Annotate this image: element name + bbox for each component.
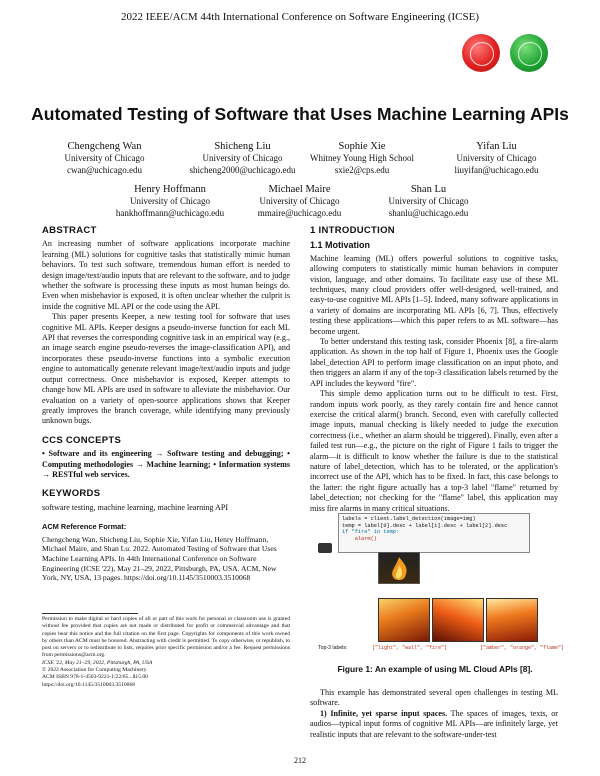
intro-paragraph: Machine learning (ML) offers powerful solutions to cognitive tasks, allowing computers to statistically mimic human behaviors in computer vision, language, and other domains. To facilitate easy use of these ML techniques, many cloud providers offer well-designed, well-trained, and easy-to-use cognitive ML APIs [1–5]. Indeed, many software applications in a variety of domains are incorporating ML APIs [6, 7]. Thus, effectively testing these applications—which this paper refers to as ML software—has become urgent. <box>310 253 558 336</box>
footnote-rule <box>42 613 138 614</box>
right-column <box>310 226 558 514</box>
author-name: Chengcheng Wan <box>67 141 142 152</box>
paper-title: Automated Testing of Software that Uses Machine Learning APIs <box>31 104 569 124</box>
code-line: alarm() <box>342 535 377 542</box>
author-block <box>366 183 491 219</box>
author-name: Shan Lu <box>410 184 447 195</box>
acm-ref-heading: ACM Reference Format: <box>42 522 127 532</box>
author-email: liuyifan@uchicago.edu <box>454 164 539 175</box>
alarm-flame-icon <box>378 552 420 584</box>
intro-paragraph: This example has demonstrated several open challenges in testing ML software. <box>310 688 558 708</box>
author-affiliation: Whitney Young High School <box>309 153 414 163</box>
author-affiliation: University of Chicago <box>130 196 210 206</box>
author-email: hankhoffmann@uchicago.edu <box>115 207 225 218</box>
top3-labels-caption: Top-3 labels: <box>318 645 348 651</box>
permission-footnote <box>42 616 290 689</box>
camera-icon <box>318 543 332 553</box>
author-block <box>42 140 167 176</box>
author-name: Henry Hoffmann <box>134 184 206 195</box>
permission-text: Permission to make digital or hard copies of all or part of this work for personal or classroom use is granted without fee provided that copies are not made or distributed for profit or commercial advantage and that copies bear this notice and the full citation on the first page. Copyrights for components of this work owned by others than ACM must be honored. Abstracting with credit is permitted. To copy otherwise, or republish, to post on servers or to redistribute to lists, requires prior specific permission and/or a fee. Request permissions from permissions@acm.org. <box>42 616 290 659</box>
author-email: shanlu@uchicago.edu <box>388 207 469 218</box>
code-line: labels = client.label_detection(image=img) <box>342 516 476 522</box>
abstract-paragraph: An increasing number of software applications incorporate machine learning (ML) solutions for cognitive tasks that statistically mimic human behaviors. To test such software, tremendous human effort is needed to design image/text/audio inputs that are relevant to the software, and to judge whether the software is processing these inputs as most human beings do. Even when misbehavior is exposed, it is often unclear whether the culprit is inside the cognitive ML API or the code using the API. <box>42 239 290 311</box>
abstract-paragraph: This paper presents Keeper, a new testing tool for software that uses cognitive ML APIs. Keeper designs a pseudo-inverse function for each ML API that reverses the corresponding cognitive task in an empirical way (e.g., an image search engine pseudo-reverses the image-classification API), and incorporates these pseudo-inverse functions into a symbolic execution engine to automatically generate relevant image/text/audio inputs and judge output correctness. Once misbehavior is exposed, Keeper attempts to change how ML APIs are used in software to alleviate the misbehavior. Our evaluation on a variety of open-source applications shows that Keeper greatly improves the branch coverage, while identifying many previously unknown bugs. <box>42 312 290 426</box>
author-affiliation: University of Chicago <box>388 196 469 206</box>
acm-ref-text: Chengcheng Wan, Shicheng Liu, Sophie Xie, Yifan Liu, Henry Hoffmann, Michael Maire, and Shan Lu. 2022. Automated Testing of Software that Uses Machine Learning APIs. In 44th International Conference on Software Engineering (ICSE '22), May 21–29, 2022, Pittsburgh, PA, USA. ACM, New York, NY, USA, 13 pages. https://doi.org/10.1145/3510003.3510068 <box>42 534 277 583</box>
author-block <box>298 140 426 176</box>
artifacts-available-badge-icon <box>462 34 500 72</box>
top3-labels-left: ["light", "wall", "fire"] <box>372 645 448 651</box>
motivation-heading: 1.1 Motivation <box>310 240 371 251</box>
figure-caption: Figure 1: An example of using ML Cloud APIs [8]. <box>337 664 533 674</box>
author-affiliation: University of Chicago <box>202 153 283 163</box>
author-block <box>180 140 305 176</box>
author-name: Shicheng Liu <box>214 141 271 152</box>
intro-paragraph: This simple demo application turns out to be difficult to test. First, random inputs work poorly, as they rarely contain fire and hence cannot exercise the critical alarm() branch. Second, even with carefully collected image inputs, manual checking is likely needed to judge the execution correctness (i.e., whether an alarm should be triggered). Finally, even after a failed test run—e.g., the picture on the right of Figure 1 fails to trigger the alarm—it is difficult to know whether the failure is due to the statistical nature of label_detection, which has to be tolerated, or the application's incorrect use of the API, which has to be fixed. In fact, this case belongs to the latter: the right figure actually has a top-3 label "flame" returned by label_detection; not checking for the "flame" label, this application may miss fire alarms in many critical situations. <box>310 389 558 513</box>
challenge-text: The spaces of images, texts, or audios—typical input forms of cognitive ML APIs—are infinitely large, yet realistic inputs that are relevant to the software-under-test <box>310 708 558 739</box>
abstract-heading: ABSTRACT <box>42 225 97 236</box>
keywords-text: software testing, machine learning, machine learning API <box>42 502 229 512</box>
artifacts-evaluated-badge-icon <box>510 34 548 72</box>
author-affiliation: University of Chicago <box>456 153 537 163</box>
author-affiliation: University of Chicago <box>64 153 145 163</box>
author-name: Sophie Xie <box>338 141 386 152</box>
venue-text: ICSE '22, May 21–29, 2022, Pittsburgh, PA, USA <box>42 659 153 666</box>
author-block <box>106 183 234 219</box>
author-email: sxie2@cps.edu <box>334 164 390 175</box>
author-block <box>434 140 559 176</box>
author-email: shicheng2000@uchicago.edu <box>189 164 296 175</box>
ccs-heading: CCS CONCEPTS <box>42 434 122 446</box>
top3-labels-right: ["amber", "orange", "flame"] <box>480 645 565 651</box>
author-name: Yifan Liu <box>476 141 517 152</box>
code-line: temp = label[0].desc + label[1].desc + label[2].desc <box>342 522 508 529</box>
intro-paragraph: To better understand this testing task, consider Phoenix [8], a fire-alarm application. As shown in the top half of Figure 1, Phoenix uses the Google label_detection API to perform image classification on an input photo, and then triggers an alarm if any of the top-3 classification labels returned by the API includes the keyword "fire". <box>310 337 558 388</box>
author-email: cwan@uchicago.edu <box>66 164 142 175</box>
fire-photo-middle <box>432 598 484 642</box>
fire-photo-left <box>378 598 430 642</box>
doi-text: https://doi.org/10.1145/3510003.3510068 <box>42 681 136 688</box>
author-block <box>237 183 362 219</box>
author-affiliation: University of Chicago <box>259 196 340 206</box>
right-column-bottom <box>310 688 558 740</box>
intro-heading: 1 INTRODUCTION <box>310 225 395 236</box>
challenge-heading: 1) Infinite, yet sparse input spaces. <box>320 708 448 718</box>
conference-header: 2022 IEEE/ACM 44th International Conference on Software Engineering (ICSE) <box>120 11 479 23</box>
author-name: Michael Maire <box>268 184 331 195</box>
ccs-text: • Software and its engineering → Software testing and debugging; • Computing methodologies → Machine learning; • Information systems → RESTful web services. <box>42 449 290 479</box>
isbn-text: ACM ISBN 978-1-4503-9221-1/22/05...$15.00 <box>42 674 148 681</box>
code-line: if "fire" in temp: <box>342 529 400 536</box>
left-column <box>42 226 290 583</box>
copyright-text: © 2022 Association for Computing Machinery. <box>42 667 148 674</box>
fire-photo-right <box>486 598 538 642</box>
author-email: mmaire@uchicago.edu <box>257 207 342 218</box>
figure-code-snippet <box>338 513 530 553</box>
keywords-heading: KEYWORDS <box>42 488 101 500</box>
page-number: 212 <box>294 756 306 765</box>
